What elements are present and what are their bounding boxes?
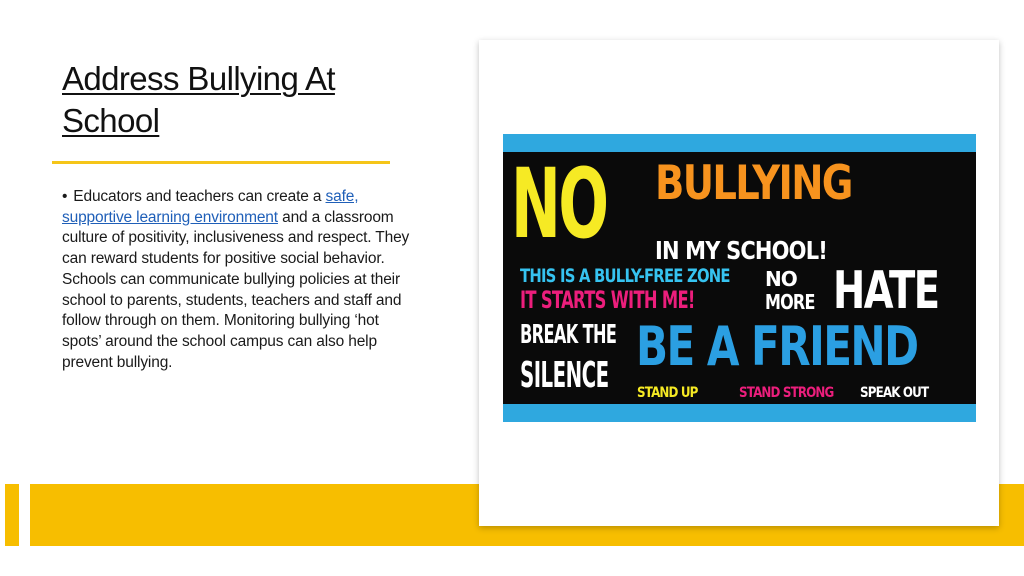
bullet-text-rest: and a classroom culture of positivity, inclusiveness and respect. They can reward students for positive social behavior. Schools can communicate bullying policies at their school to parents, students, teachers and staff and follow through on them. Monitoring bullying ‘hot spots’ around the school campus can also help prevent bullying. — [62, 208, 410, 371]
footer-accent-bar-small — [5, 484, 19, 546]
no-bullying-poster-image — [503, 134, 976, 422]
poster-stand-strong: STAND STRONG — [739, 385, 834, 401]
poster-no: NO — [511, 148, 607, 260]
poster-speak-out: SPEAK OUT — [860, 385, 929, 401]
poster-background — [503, 148, 976, 404]
bullet-paragraph — [62, 187, 412, 373]
title-underline-rule — [52, 161, 390, 164]
poster-stand-up: STAND UP — [637, 385, 698, 401]
poster-no-small: NO — [765, 267, 797, 291]
poster-starts-with-me: IT STARTS WITH ME! — [520, 286, 695, 314]
safe-environment-link[interactable]: safe, supportive learning environment — [62, 188, 359, 226]
poster-more: MORE — [765, 290, 815, 314]
title-line-2: School — [62, 102, 160, 139]
poster-bully-free-zone: THIS IS A BULLY-FREE ZONE — [520, 265, 730, 287]
bullet-icon: • — [62, 188, 68, 205]
slide-title — [62, 58, 402, 142]
poster-break-the: BREAK THE — [520, 320, 617, 350]
poster-bullying: BULLYING — [655, 156, 852, 211]
poster-hate: HATE — [833, 261, 939, 321]
poster-in-my-school: IN MY SCHOOL! — [655, 236, 827, 265]
bullet-text-start: Educators and teachers can create a — [73, 188, 326, 205]
title-line-1: Address Bullying At — [62, 60, 335, 97]
poster-be-a-friend: BE A FRIEND — [636, 315, 918, 378]
poster-silence: SILENCE — [520, 355, 609, 396]
